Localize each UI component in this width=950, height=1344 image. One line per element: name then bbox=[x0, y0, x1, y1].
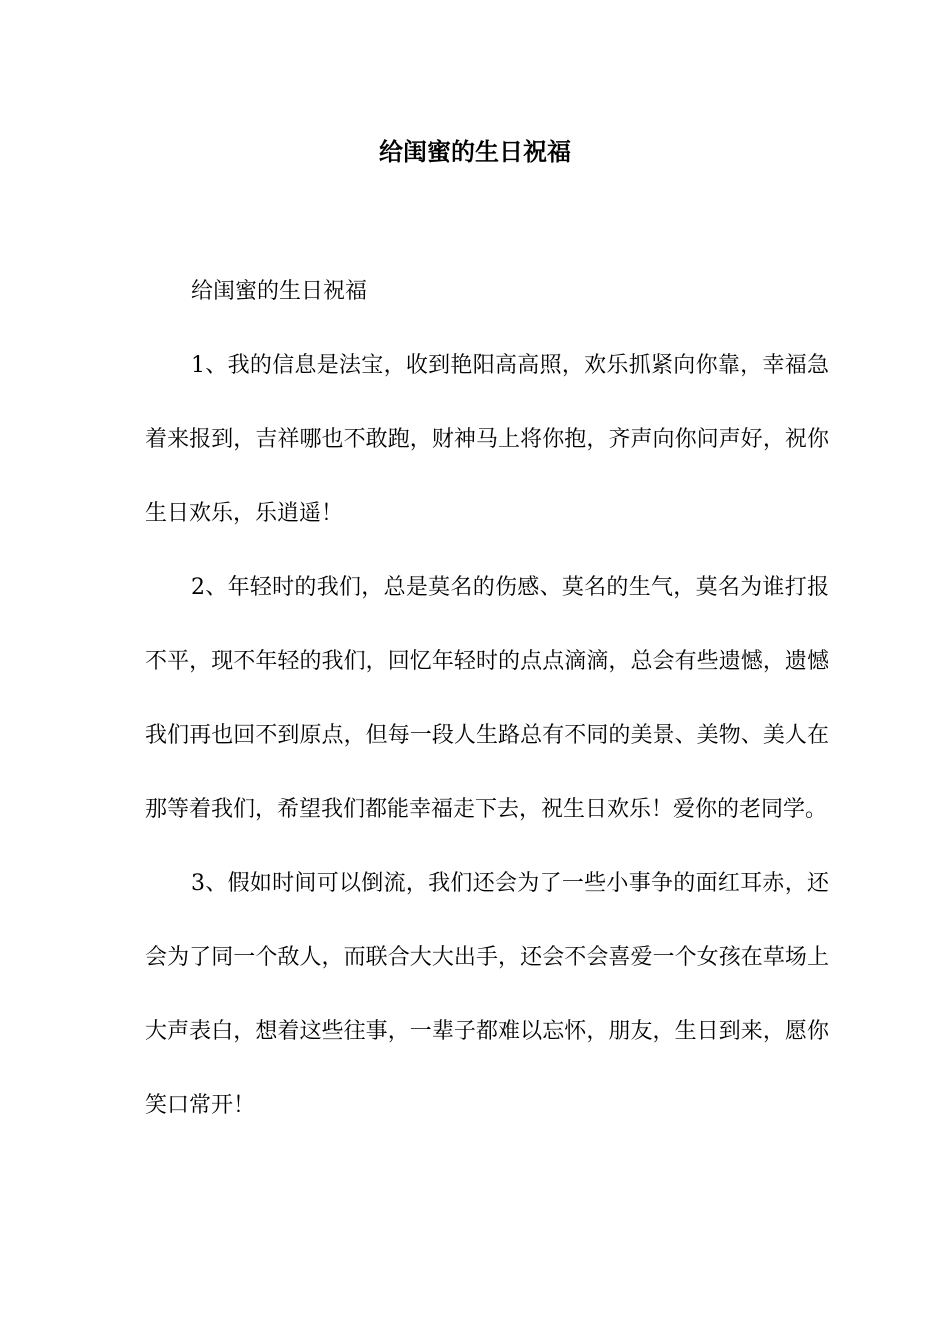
paragraph-wish-3: 3、假如时间可以倒流，我们还会为了一些小事争的面红耳赤，还会为了同一个敌人，而联合大大出手，还会不会喜爱一个女孩在草场上大声表白，想着这些往事，一辈子都难以忘怀，朋友，生日到来，愿你笑口常开！ bbox=[145, 871, 829, 1118]
document-body bbox=[145, 255, 829, 1143]
paragraph-wish-2: 2、年轻时的我们，总是莫名的伤感、莫名的生气，莫名为谁打报不平，现不年轻的我们，回忆年轻时的点点滴滴，总会有些遗憾，遗憾我们再也回不到原点，但每一段人生路总有不同的美景、美物、美人在那等着我们，希望我们都能幸福走下去，祝生日欢乐！爱你的老同学。 bbox=[145, 575, 829, 822]
paragraph-subtitle: 给闺蜜的生日祝福 bbox=[191, 279, 368, 304]
document-title: 给闺蜜的生日祝福 bbox=[379, 138, 571, 166]
paragraph-wish-1: 1、我的信息是法宝，收到艳阳高高照，欢乐抓紧向你靠，幸福急着来报到，吉祥哪也不敢跑，财神马上将你抱，齐声向你问声好，祝你生日欢乐，乐逍遥！ bbox=[145, 353, 829, 526]
